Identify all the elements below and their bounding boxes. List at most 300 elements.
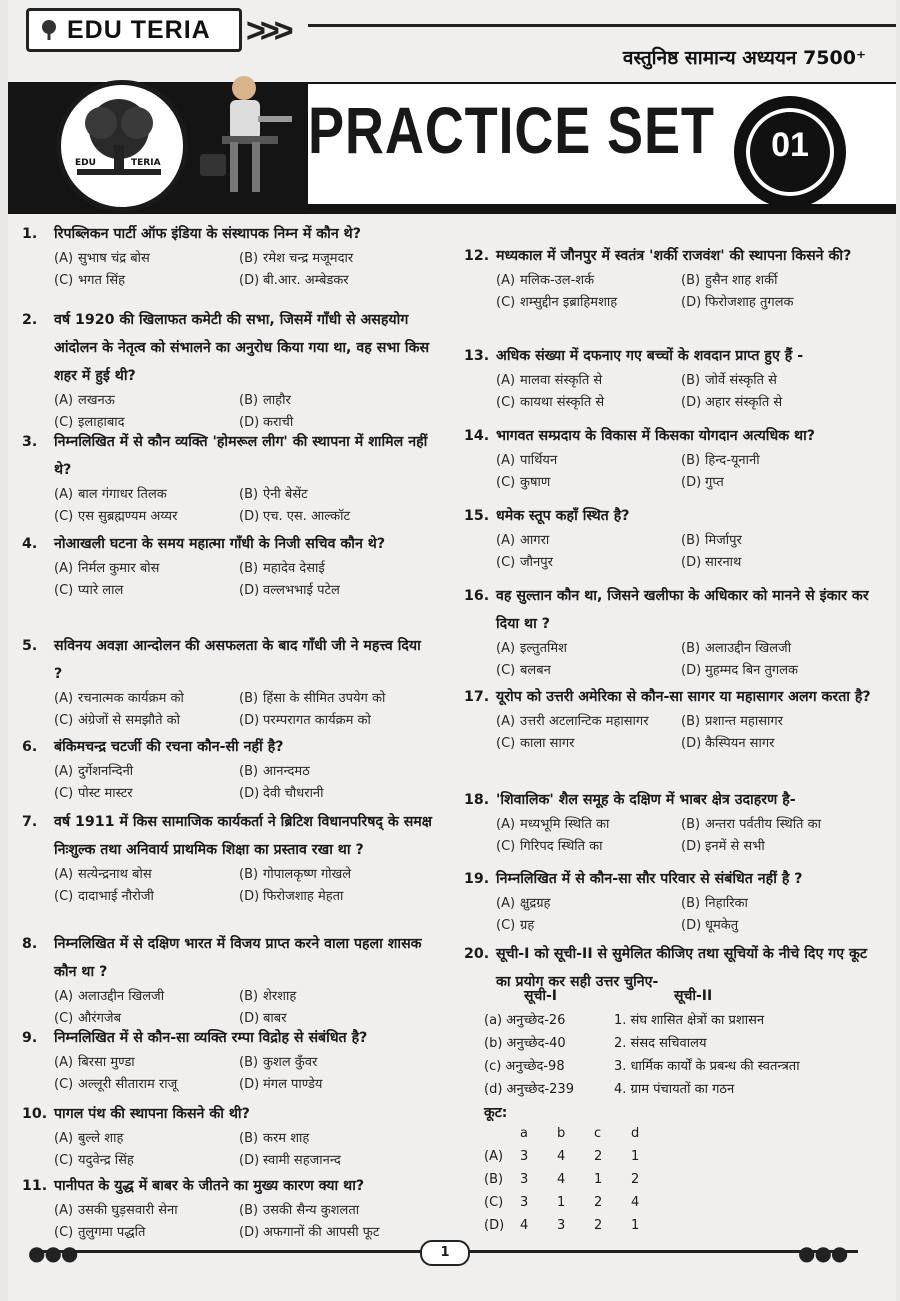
option-key: (A) [496, 817, 516, 832]
option [496, 292, 681, 314]
option [54, 1128, 239, 1150]
option-key: (C) [54, 1225, 74, 1240]
question [22, 808, 432, 908]
option-key: (A) [496, 373, 516, 388]
code-table [484, 1122, 668, 1237]
option-key: (B) [239, 1203, 259, 1218]
option [54, 558, 239, 580]
option-key: (C) [54, 713, 74, 728]
option-key: (D) [239, 889, 260, 904]
option-text: हुसैन शाह शर्की [705, 273, 778, 288]
option-key: (D) [239, 1077, 260, 1092]
match-row [484, 1055, 884, 1078]
option-key: (C) [496, 663, 516, 678]
question-body: वह सुल्तान कौन था, जिसने खलीफा के अधिकार को मानने से इंकार कर दिया था ? [496, 588, 869, 632]
option-text: मुहम्मद बिन तुगलक [705, 663, 799, 678]
option-key: (B) [681, 714, 701, 729]
question-body: सूची-I को सूची-II से सुमेलित कीजिए तथा सूचियों के नीचे दिए गए कूट का प्रयोग कर सही उत्तर चुनिए- [496, 946, 868, 990]
option-key: (C) [496, 555, 516, 570]
option-key: (A) [496, 533, 516, 548]
code-cell: (A) [484, 1149, 504, 1164]
option-key: (D) [681, 475, 702, 490]
option-text: निहारिका [705, 896, 748, 911]
code-cell: a [520, 1126, 528, 1141]
option-key: (B) [239, 867, 259, 882]
option-key: (B) [681, 896, 701, 911]
question-text [22, 1100, 432, 1128]
option-text: उत्तरी अटलान्टिक महासागर [520, 714, 649, 729]
option [681, 638, 900, 660]
option-text: अफगानों की आपसी फूट [263, 1225, 380, 1240]
option-text: सुभाष चंद्र बोस [78, 251, 150, 266]
option [239, 270, 464, 292]
code-cell: 3 [520, 1195, 529, 1210]
question-body: वर्ष 1920 की खिलाफत कमेटी की सभा, जिसमें गाँधी से असहयोग आंदोलन के नेतृत्व को संभालने का अनुरोध किया गया था, वह सभा किस शहर में हुई थी? [54, 312, 430, 384]
option-text: उसकी घुड़सवारी सेना [78, 1203, 178, 1218]
question [22, 733, 432, 805]
option-text: कुषाण [520, 475, 551, 490]
option-key: (C) [496, 918, 516, 933]
question-number: 11. [22, 1178, 48, 1194]
option-key: (B) [681, 533, 701, 548]
option-key: (D) [239, 509, 260, 524]
option-key: (C) [54, 583, 74, 598]
question-body: नोआखली घटना के समय महात्मा गाँधी के निजी सचिव कौन थे? [54, 536, 386, 552]
option-key: (C) [496, 295, 516, 310]
option [54, 761, 239, 783]
option-key: (D) [239, 713, 260, 728]
option-key: (A) [54, 393, 74, 408]
code-cell: 1 [594, 1172, 603, 1187]
code-row [484, 1145, 668, 1168]
question-text [22, 530, 432, 558]
option [496, 270, 681, 292]
question-body: निम्नलिखित में से कौन व्यक्ति 'होमरूल लीग' की स्थापना में शामिल नहीं थे? [54, 434, 428, 478]
options [54, 864, 432, 908]
student-at-desk-icon [192, 66, 292, 206]
code-cell [484, 1122, 520, 1145]
question-number: 10. [22, 1106, 48, 1122]
option [681, 392, 900, 414]
options [54, 1200, 432, 1244]
option-text: हिंसा के सीमित उपयेग को [263, 691, 386, 706]
logo [56, 80, 188, 212]
option [681, 472, 900, 494]
option-key: (D) [239, 1011, 260, 1026]
option-text: मिर्जापुर [705, 533, 742, 548]
option-text: गिरिपद स्थिति का [520, 839, 603, 854]
option-key: (A) [496, 641, 516, 656]
option [496, 638, 681, 660]
option [496, 472, 681, 494]
option-key: (D) [239, 415, 260, 430]
option-key: (A) [54, 561, 74, 576]
question-number: 13. [464, 348, 490, 364]
option-text: फिरोजशाह मेहता [263, 889, 344, 904]
option-key: (B) [239, 1055, 259, 1070]
option-text: अल्लूरी सीताराम राजू [78, 1077, 178, 1092]
question-body: भागवत सम्प्रदाय के विकास में किसका योगदान अत्यधिक था? [496, 428, 816, 444]
question-body: निम्नलिखित में से कौन-सा व्यक्ति रम्पा विद्रोह से संबंधित है? [54, 1030, 368, 1046]
code-cell: 4 [520, 1218, 529, 1233]
code-cell: 2 [594, 1218, 603, 1233]
option-text: अहार संस्कृति से [705, 395, 783, 410]
question-text [22, 306, 432, 390]
list-2-item: 4. ग्राम पंचायतों का गठन [614, 1082, 735, 1097]
option-text: शम्सुद्दीन इब्राहिमशाह [520, 295, 618, 310]
options [496, 638, 874, 682]
option [239, 390, 464, 412]
option-key: (A) [54, 1055, 74, 1070]
question-number: 18. [464, 792, 490, 808]
divider [308, 24, 896, 27]
option-key: (C) [54, 1011, 74, 1026]
option [239, 1074, 464, 1096]
logo-text-left: EDU [75, 158, 96, 168]
option-text: रचनात्मक कार्यक्रम को [78, 691, 184, 706]
option [239, 1128, 464, 1150]
option-text: अलाउद्दीन खिलजी [78, 989, 165, 1004]
option [496, 530, 681, 552]
question [22, 930, 432, 1030]
question-text [22, 1024, 432, 1052]
option-text: परम्परागत कार्यक्रम को [263, 713, 371, 728]
option [54, 270, 239, 292]
option-text: एच. एस. आल्कॉट [263, 509, 351, 524]
option-text: अन्तरा पर्वतीय स्थिति का [705, 817, 821, 832]
option-key: (D) [239, 786, 260, 801]
option-key: (C) [496, 475, 516, 490]
option-text: आनन्दमठ [263, 764, 310, 779]
options [54, 484, 432, 528]
question-text [22, 930, 432, 986]
match-table [484, 986, 884, 1126]
code-cell: 1 [631, 1149, 640, 1164]
option-text: उसकी सैन्य कुशलता [263, 1203, 360, 1218]
option-key: (C) [54, 509, 74, 524]
option-key: (B) [239, 1131, 259, 1146]
question [464, 342, 874, 414]
question-text [464, 502, 874, 530]
option-text: दुर्गेशनन्दिनी [78, 764, 134, 779]
option [239, 484, 464, 506]
option-text: बिरसा मुण्डा [78, 1055, 135, 1070]
question [22, 530, 432, 602]
question-body: बंकिमचन्द्र चटर्जी की रचना कौन-सी नहीं है? [54, 739, 284, 755]
match-row [484, 1009, 884, 1032]
option [54, 1052, 239, 1074]
code-cell: 4 [631, 1195, 640, 1210]
option-key: (D) [681, 395, 702, 410]
option-key: (B) [681, 373, 701, 388]
set-badge [734, 96, 846, 208]
code-cell: 3 [520, 1149, 529, 1164]
question [22, 1172, 432, 1244]
option-text: मध्यभूमि स्थिति का [520, 817, 610, 832]
option-text: कुशल कुँवर [263, 1055, 318, 1070]
option-text: क्षुद्रग्रह [520, 896, 551, 911]
option [496, 552, 681, 574]
options [496, 893, 874, 937]
option [54, 986, 239, 1008]
option-text: बलबन [520, 663, 551, 678]
option-key: (A) [54, 989, 74, 1004]
option-key: (B) [239, 561, 259, 576]
option-text: निर्मल कुमार बोस [78, 561, 160, 576]
option-text: मालवा संस्कृति से [520, 373, 603, 388]
option-key: (C) [54, 889, 74, 904]
options [496, 814, 874, 858]
option [54, 886, 239, 908]
question-body: वर्ष 1911 में किस सामाजिक कार्यकर्ता ने ब्रिटिश विधानपरिषद् के समक्ष निःशुल्क तथा अनिवार्य प्राथमिक शिक्षा का प्रस्ताव रखा था ? [54, 814, 432, 858]
page [8, 0, 896, 1301]
question [22, 632, 432, 732]
question-body: सविनय अवज्ञा आन्दोलन की असफलता के बाद गाँधी जी ने महत्त्व दिया ? [54, 638, 421, 682]
match-row [484, 1032, 884, 1055]
option [239, 986, 464, 1008]
option [239, 1200, 464, 1222]
option-text: करम शाह [263, 1131, 310, 1146]
question-text [22, 1172, 432, 1200]
option-key: (D) [239, 1225, 260, 1240]
question-body: निम्नलिखित में से दक्षिण भारत में विजय प्राप्त करने वाला पहला शासक कौन था ? [54, 936, 422, 980]
options [54, 248, 432, 292]
code-header-row [484, 1122, 668, 1145]
option-key: (A) [54, 251, 74, 266]
list-2-heading: सूची-II [674, 988, 713, 1004]
question-text [22, 733, 432, 761]
option-text: आगरा [520, 533, 550, 548]
option [54, 1074, 239, 1096]
option-key: (C) [54, 1153, 74, 1168]
footer-dots-icon: ●●● [798, 1241, 848, 1265]
option-key: (C) [54, 415, 74, 430]
question [464, 683, 874, 755]
question-number: 17. [464, 689, 490, 705]
option-text: धूमकेतु [705, 918, 739, 933]
option-key: (C) [496, 736, 516, 751]
question-number: 15. [464, 508, 490, 524]
option [239, 710, 464, 732]
option-text: लखनऊ [78, 393, 115, 408]
question-number: 3. [22, 434, 38, 450]
option [239, 506, 464, 528]
option-text: कैस्पियन सागर [705, 736, 775, 751]
option [54, 390, 239, 412]
option [681, 836, 900, 858]
question-text [464, 342, 874, 370]
question-text [22, 220, 432, 248]
option-text: गोपालकृष्ण गोखले [263, 867, 352, 882]
question [22, 1024, 432, 1096]
page-number: 1 [420, 1240, 470, 1266]
option [496, 733, 681, 755]
option [54, 580, 239, 602]
option-key: (D) [681, 839, 702, 854]
question-body: 'शिवालिक' शैल समूह के दक्षिण में भाबर क्षेत्र उदाहरण है- [496, 792, 796, 808]
brand-name: EDU TERIA [67, 15, 211, 44]
option-text: मंगल पाण्डेय [263, 1077, 323, 1092]
code-row [484, 1214, 668, 1237]
option-key: (B) [681, 273, 701, 288]
question [464, 865, 874, 937]
option-key: (B) [681, 817, 701, 832]
option-text: जोर्वे संस्कृति से [705, 373, 777, 388]
option-key: (A) [496, 896, 516, 911]
option [239, 580, 464, 602]
options [54, 1052, 432, 1096]
option [496, 370, 681, 392]
option-key: (B) [681, 641, 701, 656]
option-key: (C) [54, 1077, 74, 1092]
option [681, 893, 900, 915]
question-text [464, 582, 874, 638]
code-cell: 3 [557, 1218, 566, 1233]
option [496, 392, 681, 414]
question-text [464, 422, 874, 450]
option [239, 248, 464, 270]
option-text: शेरशाह [263, 989, 297, 1004]
question-number: 9. [22, 1030, 38, 1046]
option-text: अलाउद्दीन खिलजी [705, 641, 792, 656]
question-body: यूरोप को उत्तरी अमेरिका से कौन-सा सागर या महासागर अलग करता है? [496, 689, 871, 705]
option-text: एस सुब्रह्मण्यम अय्यर [78, 509, 178, 524]
code-cell: 1 [631, 1218, 640, 1233]
option-text: प्रशान्त महासागर [705, 714, 783, 729]
code-row [484, 1168, 668, 1191]
code-cell: 4 [557, 1172, 566, 1187]
option-key: (C) [496, 395, 516, 410]
option-text: ग्रह [520, 918, 535, 933]
options [496, 450, 874, 494]
question-text [464, 865, 874, 893]
option-key: (A) [54, 1203, 74, 1218]
option [54, 783, 239, 805]
code-cell: b [557, 1126, 566, 1141]
list-1-item: (c) अनुच्छेद-98 [484, 1059, 565, 1074]
option-text: इलाहाबाद [78, 415, 125, 430]
option [681, 711, 900, 733]
option-text: जौनपुर [520, 555, 553, 570]
option [54, 484, 239, 506]
option-text: बाल गंगाधर तिलक [78, 487, 167, 502]
code-cell: 2 [631, 1172, 640, 1187]
code-cell: (B) [484, 1172, 504, 1187]
option [681, 370, 900, 392]
code-row [484, 1191, 668, 1214]
option-text: लाहौर [263, 393, 291, 408]
option [681, 552, 900, 574]
option-text: बुल्ले शाह [78, 1131, 124, 1146]
option-text: यदुवेन्द्र सिंह [78, 1153, 134, 1168]
question [22, 306, 432, 434]
option-text: प्यारे लाल [78, 583, 124, 598]
question-body: धमेक स्तूप कहाँ स्थित है? [496, 508, 630, 524]
option-key: (A) [496, 714, 516, 729]
option [54, 506, 239, 528]
question-text [22, 428, 432, 484]
option-text: पार्थियन [520, 453, 558, 468]
option-key: (D) [681, 295, 702, 310]
options [54, 558, 432, 602]
option-key: (A) [496, 273, 516, 288]
logo-text-right: TERIA [131, 158, 161, 168]
question-text [464, 242, 874, 270]
option-text: पोस्ट मास्टर [78, 786, 133, 801]
code-cell: 2 [594, 1149, 603, 1164]
option-text: बाबर [263, 1011, 287, 1026]
option [681, 733, 900, 755]
option-key: (A) [54, 1131, 74, 1146]
option-key: (B) [239, 691, 259, 706]
option-text: हिन्द-यूनानी [705, 453, 760, 468]
option-text: फिरोजशाह तुगलक [705, 295, 794, 310]
option-key: (B) [239, 487, 259, 502]
question-number: 19. [464, 871, 490, 887]
option [239, 1052, 464, 1074]
question [22, 428, 432, 528]
option [496, 915, 681, 937]
question-body: मध्यकाल में जौनपुर में स्वतंत्र 'शर्की राजवंश' की स्थापना किसने की? [496, 248, 852, 264]
tree-logo-icon [61, 85, 183, 207]
match-row [484, 1078, 884, 1101]
question-number: 2. [22, 312, 38, 328]
code-cell: (D) [484, 1218, 505, 1233]
question-number: 1. [22, 226, 38, 242]
code-label: कूट: [484, 1105, 508, 1121]
footer-dots-icon: ●●● [28, 1241, 78, 1265]
question [464, 582, 874, 682]
match-header [524, 986, 884, 1005]
option [681, 660, 900, 682]
list-1-item: (d) अनुच्छेद-239 [484, 1082, 574, 1097]
option [239, 886, 464, 908]
option [239, 864, 464, 886]
option [681, 530, 900, 552]
option [54, 248, 239, 270]
question-number: 14. [464, 428, 490, 444]
list-2-item: 1. संघ शासित क्षेत्रों का प्रशासन [614, 1013, 765, 1028]
option-key: (C) [54, 273, 74, 288]
list-1-heading: सूची-I [524, 988, 557, 1004]
question-number: 4. [22, 536, 38, 552]
book-subtitle: वस्तुनिष्ठ सामान्य अध्ययन 7500⁺ [622, 47, 866, 69]
option-text: सत्येन्द्रनाथ बोस [78, 867, 152, 882]
question-body: पानीपत के युद्ध में बाबर के जीतने का मुख्य कारण क्या था? [54, 1178, 365, 1194]
option [54, 710, 239, 732]
question-number: 12. [464, 248, 490, 264]
code-cell: 4 [557, 1149, 566, 1164]
option-text: दादाभाई नौरोजी [78, 889, 154, 904]
option-key: (D) [681, 555, 702, 570]
options [496, 270, 874, 314]
option-key: (B) [239, 393, 259, 408]
question-number: 16. [464, 588, 490, 604]
code-cell: c [594, 1126, 602, 1141]
option-key: (A) [54, 764, 74, 779]
option [54, 1200, 239, 1222]
option-text: सारनाथ [705, 555, 742, 570]
question [464, 242, 874, 314]
option-key: (D) [681, 918, 702, 933]
option-text: अंग्रेजों से समझौते को [78, 713, 180, 728]
code-cell: 2 [594, 1195, 603, 1210]
list-1-item: (a) अनुच्छेद-26 [484, 1013, 566, 1028]
option-text: कायथा संस्कृति से [520, 395, 605, 410]
option [239, 688, 464, 710]
set-number: 01 [771, 126, 809, 164]
option-key: (B) [239, 251, 259, 266]
